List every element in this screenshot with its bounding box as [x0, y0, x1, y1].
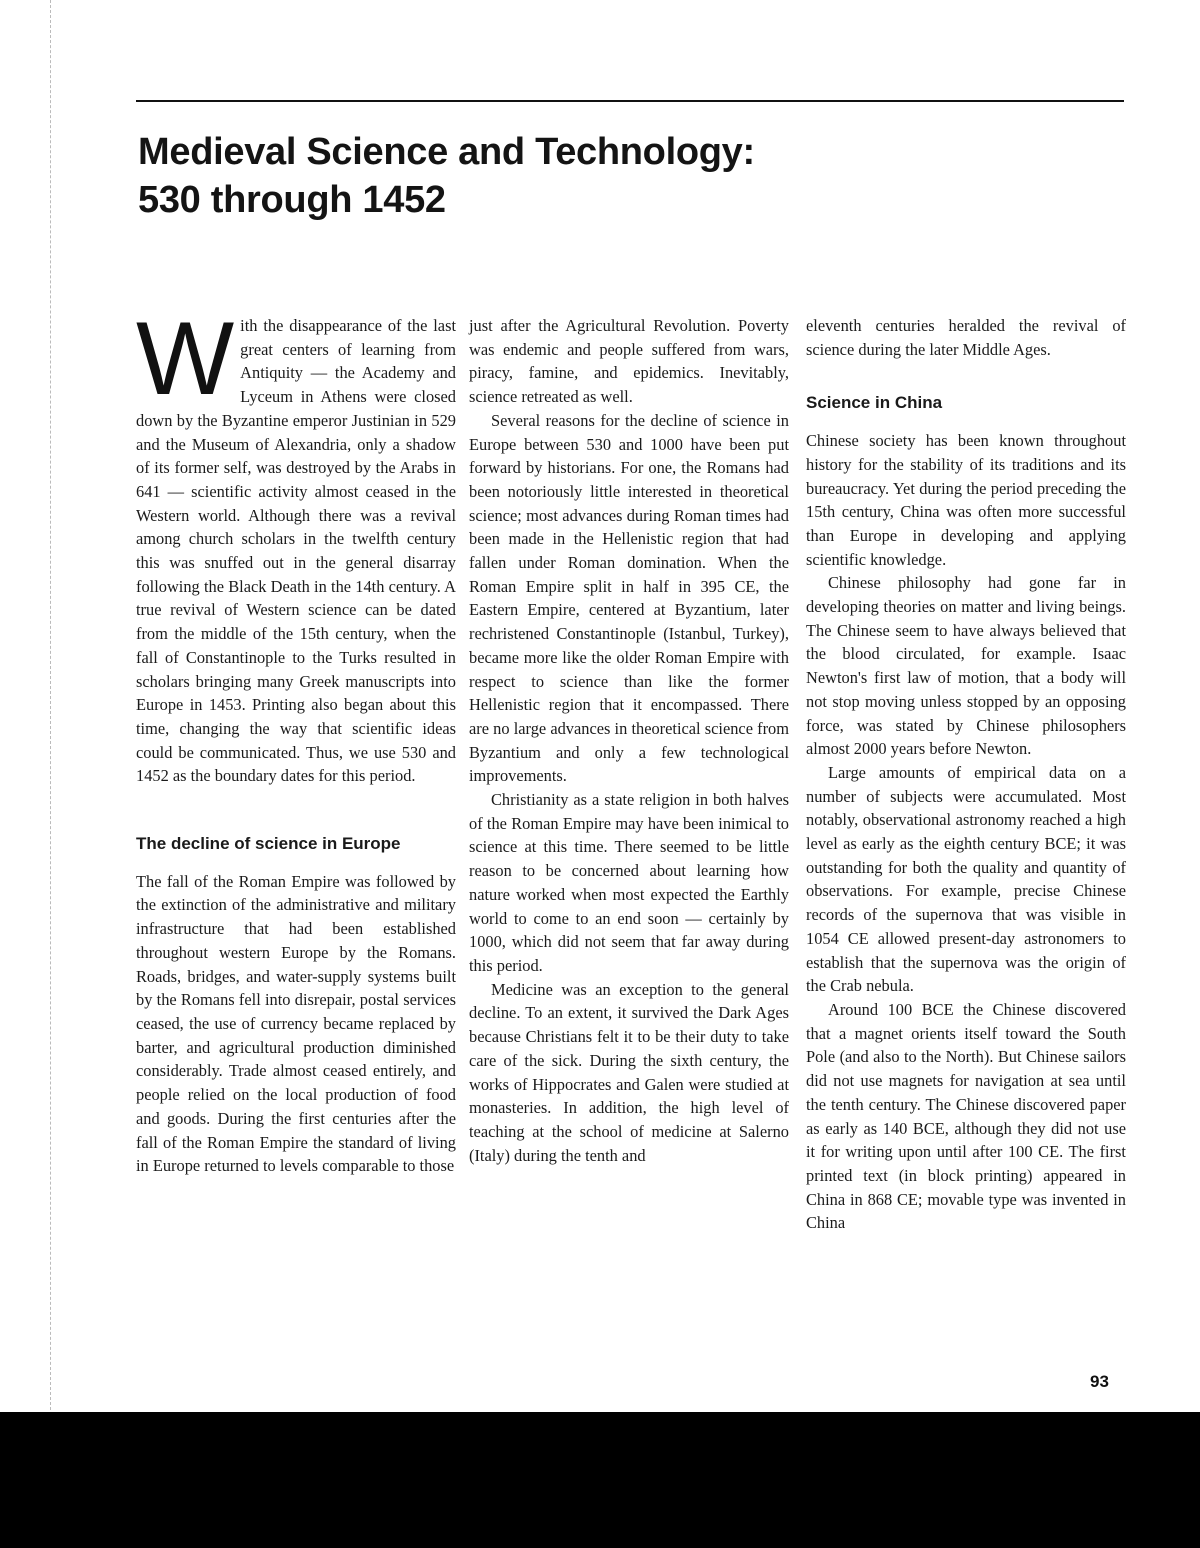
- text-column-2: [469, 314, 789, 1167]
- paragraph: [136, 301, 456, 788]
- paragraph: Medicine was an exception to the general decline. To an extent, it survived the Dark Ages because Christians felt it to be their duty to take care of the sick. During the sixth century, the works of Hippocrates and Galen were studied at monasteries. In addition, the high level of teaching at the school of medicine at Salerno (Italy) during the tenth and: [469, 979, 789, 1165]
- paragraph-text: ith the disappearance of the last great centers of learning from Antiquity — the Academy and Lyceum in Athens were closed down by the Byzantine emperor Justinian in 529 and the Museum of Alexandria, only a shadow of its former self, was destroyed by the Arabs in 641 — scientific activity almost ceased in the Western world. Although there was a revival among church scholars in the twelfth century this was snuffed out in the general disarray following the Black Death in the 14th century. A true revival of Western science can be dated from the middle of the 15th century, when the fall of Constantinople to the Turks resulted in scholars bringing many Greek manuscripts into Europe in 1453. Printing also began about this time, changing the way that scientific ideas could be communicated. Thus, we use 530 and 1452 as the boundary dates for this period.: [136, 316, 456, 786]
- drop-cap: W: [136, 301, 235, 417]
- text-column-1: [136, 301, 456, 1178]
- scan-margin-marks: [50, 0, 71, 1410]
- section-heading-europe: The decline of science in Europe: [136, 834, 401, 854]
- text-column-3: [806, 314, 1126, 1235]
- paragraph: Chinese society has been known throughout history for the stability of its traditions and its bureaucracy. Yet during the period preceding the 15th century, China was often more successful than Europe in developing and applying scientific knowledge.: [806, 431, 1126, 569]
- paragraph: Around 100 BCE the Chinese discovered that a magnet orients itself toward the South Pole (and also to the North). But Chinese sailors did not use magnets for navigation at sea until the tenth century. The Chinese discovered paper as early as 140 BCE, although they did not use it for writing upon until after 100 CE. The first printed text (in block printing) appeared in China in 868 CE; movable type was invented in China: [806, 999, 1126, 1233]
- paragraph: eleventh centuries heralded the revival of science during the later Middle Ages.: [806, 316, 1126, 359]
- paragraph: Several reasons for the decline of science in Europe between 530 and 1000 have been put forward by historians. For one, the Romans had been notoriously little interested in theoretical science; most advances during Roman times had been made in the Hellenistic region that had fallen under Roman domination. When the Roman Empire split in half in 395 CE, the Eastern Empire, centered at Byzantium, later rechristened Constantinople (Istanbul, Turkey), became more like the older Roman Empire with respect to science than like the former Hellenistic region that it encompassed. There are no large advances in theoretical science from Byzantium and only a few technological improvements.: [469, 410, 789, 786]
- paragraph: Christianity as a state religion in both halves of the Roman Empire may have been inimical to science at this time. There seemed to be little reason to be concerned about learning how nature worked when most expected the Earthly world to come to an end soon — certainly by 1000, which did not seem that far away during this period.: [469, 790, 789, 975]
- top-rule: [136, 100, 1124, 102]
- chapter-title-line-1: Medieval Science and Technology:: [138, 131, 755, 173]
- scan-border-band: [0, 1412, 1200, 1548]
- paragraph: Chinese philosophy had gone far in developing theories on matter and living beings. The Chinese seem to have always believed that the blood circulated, for example. Isaac Newton's first law of motion, that a body will not stop moving unless stopped by an opposing force, was stated by Chinese philosophers almost 2000 years before Newton.: [806, 573, 1126, 759]
- paragraph: just after the Agricultural Revolution. Poverty was endemic and people suffered from wars, piracy, famine, and epidemics. Inevitably, science retreated as well.: [469, 316, 789, 407]
- chapter-title: [138, 128, 838, 224]
- chapter-title-line-2: 530 through 1452: [138, 179, 446, 221]
- section-heading-china: Science in China: [806, 393, 943, 413]
- page-number: 93: [1090, 1372, 1109, 1391]
- paragraph: The fall of the Roman Empire was followed by the extinction of the administrative and military infrastructure that had been established throughout western Europe by the Romans. Roads, bridges, and water-supply systems built by the Romans fell into disrepair, postal services ceased, the use of currency became replaced by barter, and agricultural production diminished considerably. Trade almost ceased entirely, and people relied on the local production of food and goods. During the first centuries after the fall of the Roman Empire the standard of living in Europe returned to levels comparable to those: [136, 871, 456, 1176]
- paragraph: Large amounts of empirical data on a number of subjects were accumulated. Most notably, observational astronomy reached a high level as early as the eighth century BCE; it was outstanding for both the quality and quantity of observations. For example, precise Chinese records of the supernova that was visible in 1054 CE allowed present-day astronomers to establish that the supernova was the origin of the Crab nebula.: [806, 762, 1126, 996]
